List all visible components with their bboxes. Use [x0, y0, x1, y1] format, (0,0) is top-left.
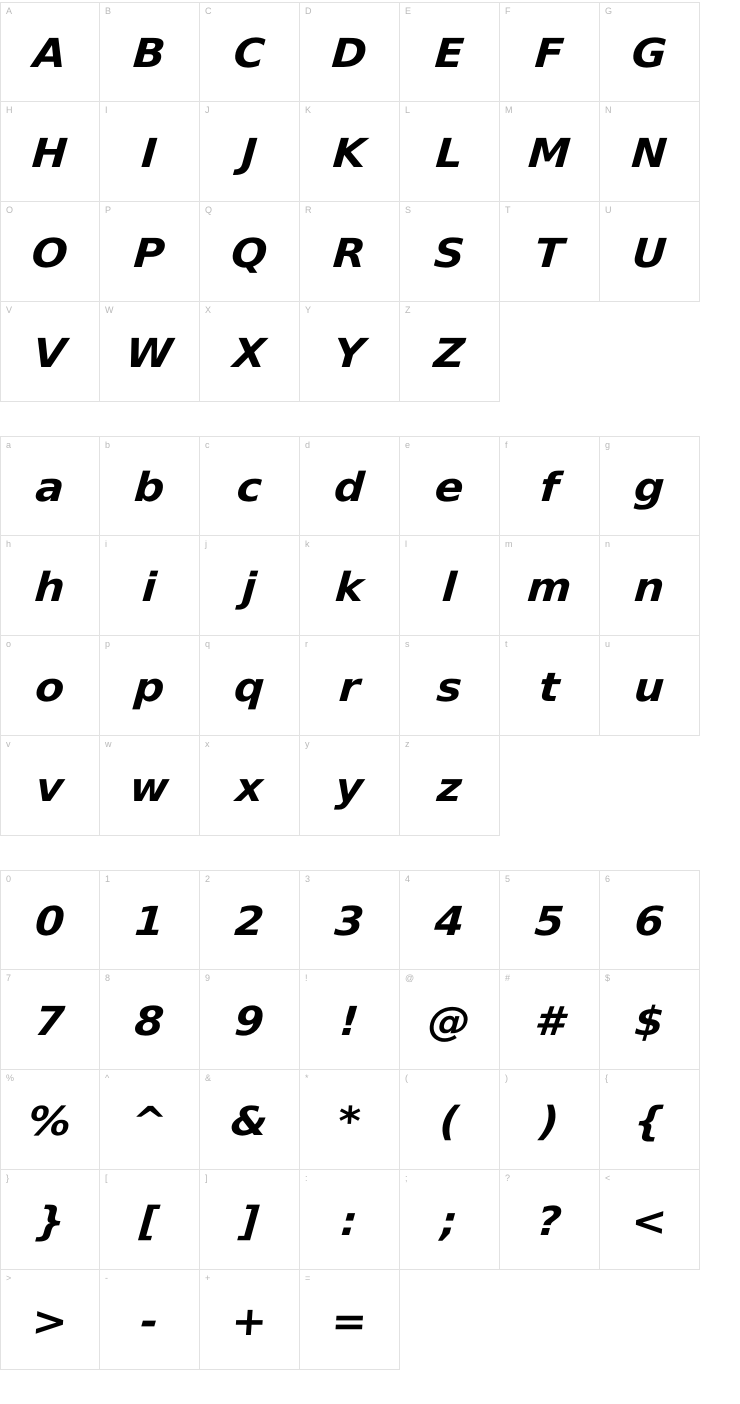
- glyph-cell[interactable]: [200, 436, 300, 536]
- glyph-code-label: d: [305, 440, 311, 450]
- glyph-cell[interactable]: [400, 636, 500, 736]
- glyph-sample: B: [131, 31, 168, 77]
- glyph-cell[interactable]: [0, 1170, 100, 1270]
- glyph-cell[interactable]: [100, 102, 200, 202]
- glyph-cell[interactable]: [400, 2, 500, 102]
- glyph-sample: !: [338, 998, 361, 1045]
- glyph-code-label: A: [6, 6, 13, 16]
- glyph-cell[interactable]: [300, 436, 400, 536]
- glyph-cell[interactable]: [200, 1070, 300, 1170]
- glyph-cell[interactable]: [400, 102, 500, 202]
- glyph-sample: &: [229, 1098, 270, 1145]
- glyph-code-label: j: [205, 539, 208, 549]
- glyph-sample: ?: [535, 1198, 564, 1245]
- glyph-code-label: L: [405, 105, 411, 115]
- glyph-sample: H: [30, 130, 70, 177]
- glyph-code-label: p: [105, 639, 111, 649]
- glyph-cell[interactable]: [0, 870, 100, 970]
- glyph-cell[interactable]: [500, 536, 600, 636]
- glyph-sample: x: [234, 764, 265, 811]
- glyph-sample: T: [533, 230, 566, 277]
- glyph-code-label: [: [105, 1173, 108, 1183]
- glyph-sample: q: [232, 664, 267, 711]
- glyph-sample: P: [132, 230, 167, 277]
- glyph-sample: +: [229, 1298, 269, 1345]
- glyph-cell[interactable]: [500, 970, 600, 1070]
- glyph-code-label: B: [105, 6, 112, 16]
- glyph-code-label: w: [105, 739, 112, 749]
- glyph-cell[interactable]: [600, 970, 700, 1070]
- glyph-code-label: g: [605, 440, 611, 450]
- glyph-cell[interactable]: [300, 970, 400, 1070]
- glyph-code-label: ^: [105, 1073, 110, 1083]
- glyph-code-label: Y: [305, 305, 312, 315]
- glyph-sample: k: [333, 564, 366, 611]
- glyph-cell[interactable]: [600, 202, 700, 302]
- glyph-cell[interactable]: [400, 736, 500, 836]
- glyph-cell[interactable]: [600, 1170, 700, 1270]
- glyph-cell[interactable]: [100, 1170, 200, 1270]
- glyph-sample: w: [128, 764, 171, 811]
- glyph-cell[interactable]: [600, 536, 700, 636]
- charmap-section-uppercase: [0, 2, 740, 402]
- charmap-row: [0, 436, 740, 536]
- glyph-cell[interactable]: [300, 2, 400, 102]
- glyph-sample: 0: [33, 899, 67, 945]
- glyph-sample: :: [339, 1198, 360, 1245]
- glyph-cell[interactable]: [400, 536, 500, 636]
- glyph-sample: ]: [238, 1198, 261, 1245]
- glyph-sample: e: [433, 465, 466, 511]
- glyph-cell[interactable]: [400, 202, 500, 302]
- glyph-sample: 8: [132, 998, 166, 1045]
- glyph-code-label: N: [605, 105, 612, 115]
- glyph-sample: h: [33, 564, 67, 611]
- glyph-sample: ): [538, 1098, 561, 1145]
- glyph-cell[interactable]: [500, 636, 600, 736]
- glyph-code-label: @: [405, 973, 415, 983]
- glyph-code-label: 6: [605, 874, 611, 884]
- glyph-code-label: y: [305, 739, 310, 749]
- glyph-sample: ;: [439, 1198, 460, 1245]
- glyph-cell[interactable]: [200, 1170, 300, 1270]
- charmap-row: [0, 536, 740, 636]
- glyph-code-label: S: [405, 205, 412, 215]
- glyph-sample: O: [30, 230, 70, 277]
- glyph-cell[interactable]: [300, 202, 400, 302]
- glyph-sample: c: [235, 465, 264, 511]
- glyph-sample: D: [330, 31, 369, 77]
- glyph-cell[interactable]: [200, 736, 300, 836]
- glyph-code-label: *: [305, 1073, 309, 1083]
- glyph-cell[interactable]: [0, 1270, 100, 1370]
- glyph-code-label: <: [605, 1173, 611, 1183]
- glyph-sample: *: [336, 1098, 363, 1145]
- glyph-code-label: 0: [6, 874, 12, 884]
- glyph-sample: l: [440, 564, 459, 611]
- glyph-sample: m: [525, 564, 574, 611]
- charmap-section-digits-and-symbols: [0, 870, 740, 1370]
- glyph-code-label: R: [305, 205, 312, 215]
- glyph-sample: X: [231, 330, 268, 377]
- glyph-code-label: &: [205, 1073, 212, 1083]
- glyph-code-label: T: [505, 205, 511, 215]
- glyph-code-label: r: [305, 639, 309, 649]
- glyph-sample: E: [433, 31, 466, 77]
- glyph-sample: 5: [532, 899, 566, 945]
- glyph-code-label: t: [505, 639, 508, 649]
- glyph-cell[interactable]: [400, 436, 500, 536]
- glyph-code-label: W: [105, 305, 114, 315]
- glyph-sample: Y: [332, 330, 367, 377]
- glyph-code-label: ;: [405, 1173, 408, 1183]
- glyph-cell[interactable]: [0, 970, 100, 1070]
- charmap-row: [0, 202, 740, 302]
- glyph-sample: {: [632, 1098, 667, 1145]
- glyph-sample: a: [33, 465, 66, 511]
- glyph-sample: s: [435, 664, 464, 711]
- glyph-code-label: u: [605, 639, 611, 649]
- glyph-sample: r: [337, 664, 362, 711]
- glyph-cell[interactable]: [200, 870, 300, 970]
- glyph-sample: N: [629, 130, 669, 177]
- glyph-sample: 9: [232, 998, 266, 1045]
- glyph-cell[interactable]: [100, 870, 200, 970]
- glyph-cell[interactable]: [300, 536, 400, 636]
- glyph-cell[interactable]: [0, 2, 100, 102]
- glyph-sample: U: [630, 230, 669, 277]
- glyph-sample: C: [232, 31, 267, 77]
- glyph-code-label: i: [105, 539, 108, 549]
- glyph-sample: i: [140, 564, 159, 611]
- charmap-row: [0, 1070, 740, 1170]
- glyph-code-label: J: [205, 105, 210, 115]
- character-map-sheet: [0, 2, 740, 1370]
- glyph-sample: A: [31, 31, 68, 77]
- glyph-code-label: -: [105, 1273, 109, 1283]
- glyph-sample: ^: [129, 1098, 169, 1145]
- glyph-code-label: a: [6, 440, 12, 450]
- glyph-cell[interactable]: [0, 102, 100, 202]
- glyph-sample: y: [333, 764, 365, 811]
- glyph-cell[interactable]: [300, 302, 400, 402]
- glyph-code-label: $: [605, 973, 611, 983]
- glyph-code-label: v: [6, 739, 11, 749]
- glyph-cell[interactable]: [200, 970, 300, 1070]
- glyph-cell[interactable]: [200, 636, 300, 736]
- glyph-sample: n: [632, 564, 667, 611]
- glyph-cell[interactable]: [300, 1170, 400, 1270]
- glyph-sample: v: [34, 764, 66, 811]
- glyph-sample: 6: [632, 899, 666, 945]
- glyph-sample: p: [132, 664, 167, 711]
- glyph-sample: %: [27, 1098, 73, 1145]
- glyph-code-label: #: [505, 973, 511, 983]
- glyph-cell[interactable]: [500, 202, 600, 302]
- charmap-row: [0, 870, 740, 970]
- glyph-code-label: D: [305, 6, 312, 16]
- glyph-code-label: l: [405, 539, 408, 549]
- glyph-sample: Z: [432, 330, 467, 377]
- glyph-cell[interactable]: [0, 1070, 100, 1170]
- glyph-sample: j: [240, 564, 259, 611]
- charmap-row: [0, 102, 740, 202]
- charmap-section-lowercase: [0, 436, 740, 836]
- glyph-code-label: %: [6, 1073, 15, 1083]
- glyph-code-label: ): [505, 1073, 509, 1083]
- glyph-code-label: }: [6, 1173, 10, 1183]
- glyph-code-label: 1: [105, 874, 111, 884]
- glyph-code-label: h: [6, 539, 12, 549]
- glyph-code-label: q: [205, 639, 211, 649]
- glyph-code-label: f: [505, 440, 508, 450]
- glyph-code-label: H: [6, 105, 13, 115]
- glyph-cell[interactable]: [300, 870, 400, 970]
- glyph-cell[interactable]: [500, 1070, 600, 1170]
- glyph-cell[interactable]: [100, 736, 200, 836]
- glyph-cell[interactable]: [200, 536, 300, 636]
- charmap-row: [0, 970, 740, 1070]
- glyph-sample: }: [33, 1198, 67, 1245]
- glyph-cell[interactable]: [500, 436, 600, 536]
- glyph-code-label: !: [305, 973, 308, 983]
- glyph-code-label: 2: [205, 874, 211, 884]
- glyph-code-label: ]: [205, 1173, 208, 1183]
- glyph-cell[interactable]: [500, 1170, 600, 1270]
- glyph-cell[interactable]: [300, 1070, 400, 1170]
- glyph-sample: W: [124, 330, 175, 377]
- glyph-cell[interactable]: [400, 870, 500, 970]
- glyph-cell[interactable]: [0, 636, 100, 736]
- glyph-cell[interactable]: [400, 302, 500, 402]
- glyph-cell[interactable]: [500, 102, 600, 202]
- glyph-code-label: k: [305, 539, 310, 549]
- glyph-code-label: e: [405, 440, 411, 450]
- glyph-cell[interactable]: [100, 302, 200, 402]
- glyph-code-label: 5: [505, 874, 511, 884]
- glyph-sample: L: [434, 130, 465, 177]
- glyph-code-label: X: [205, 305, 212, 315]
- charmap-row: [0, 1270, 740, 1370]
- glyph-code-label: s: [405, 639, 410, 649]
- glyph-sample: (: [438, 1098, 461, 1145]
- glyph-sample: -: [138, 1298, 160, 1345]
- glyph-code-label: V: [6, 305, 13, 315]
- glyph-cell[interactable]: [300, 736, 400, 836]
- glyph-code-label: G: [605, 6, 613, 16]
- glyph-code-label: O: [6, 205, 14, 215]
- glyph-sample: S: [432, 230, 467, 277]
- glyph-code-label: b: [105, 440, 111, 450]
- glyph-cell[interactable]: [0, 436, 100, 536]
- glyph-cell[interactable]: [100, 636, 200, 736]
- glyph-sample: F: [533, 31, 566, 77]
- glyph-cell[interactable]: [0, 536, 100, 636]
- glyph-cell[interactable]: [0, 202, 100, 302]
- glyph-cell[interactable]: [300, 1270, 400, 1370]
- charmap-row: [0, 302, 740, 402]
- glyph-sample: u: [632, 664, 667, 711]
- glyph-cell[interactable]: [600, 870, 700, 970]
- charmap-row: [0, 2, 740, 102]
- glyph-code-label: 8: [105, 973, 111, 983]
- glyph-code-label: C: [205, 6, 212, 16]
- glyph-cell[interactable]: [600, 1070, 700, 1170]
- glyph-cell[interactable]: [500, 2, 600, 102]
- glyph-cell[interactable]: [300, 636, 400, 736]
- glyph-sample: t: [537, 664, 562, 711]
- glyph-sample: G: [630, 31, 669, 77]
- glyph-code-label: m: [505, 539, 513, 549]
- glyph-cell[interactable]: [200, 1270, 300, 1370]
- glyph-cell[interactable]: [0, 736, 100, 836]
- glyph-cell[interactable]: [200, 2, 300, 102]
- glyph-cell[interactable]: [600, 102, 700, 202]
- glyph-code-label: I: [105, 105, 108, 115]
- glyph-sample: #: [532, 998, 566, 1045]
- glyph-code-label: =: [305, 1273, 311, 1283]
- glyph-code-label: 9: [205, 973, 211, 983]
- glyph-code-label: 4: [405, 874, 411, 884]
- character-map-sections: [0, 2, 740, 1370]
- glyph-cell[interactable]: [500, 870, 600, 970]
- glyph-sample: J: [239, 130, 259, 177]
- glyph-cell[interactable]: [600, 436, 700, 536]
- glyph-code-label: K: [305, 105, 312, 115]
- glyph-code-label: (: [405, 1073, 409, 1083]
- glyph-code-label: Q: [205, 205, 213, 215]
- glyph-code-label: n: [605, 539, 611, 549]
- glyph-cell[interactable]: [400, 1070, 500, 1170]
- glyph-code-label: 7: [6, 973, 12, 983]
- glyph-sample: 3: [332, 899, 366, 945]
- glyph-code-label: {: [605, 1073, 609, 1083]
- glyph-cell[interactable]: [200, 102, 300, 202]
- glyph-code-label: P: [105, 205, 112, 215]
- glyph-sample: 1: [132, 899, 166, 945]
- glyph-cell[interactable]: [0, 302, 100, 402]
- glyph-cell[interactable]: [100, 202, 200, 302]
- glyph-sample: z: [435, 764, 464, 811]
- glyph-sample: $: [632, 998, 666, 1045]
- glyph-code-label: M: [505, 105, 513, 115]
- glyph-sample: b: [132, 465, 167, 511]
- glyph-sample: =: [329, 1298, 369, 1345]
- glyph-cell[interactable]: [400, 970, 500, 1070]
- glyph-code-label: z: [405, 739, 410, 749]
- glyph-cell[interactable]: [600, 636, 700, 736]
- glyph-code-label: Z: [405, 305, 411, 315]
- glyph-cell[interactable]: [200, 302, 300, 402]
- glyph-sample: [: [138, 1198, 161, 1245]
- glyph-sample: Q: [229, 230, 269, 277]
- glyph-sample: M: [526, 130, 573, 177]
- glyph-code-label: x: [205, 739, 210, 749]
- glyph-code-label: E: [405, 6, 412, 16]
- glyph-sample: f: [538, 465, 561, 511]
- glyph-sample: g: [632, 465, 667, 511]
- glyph-cell[interactable]: [100, 1070, 200, 1170]
- glyph-code-label: 3: [305, 874, 311, 884]
- glyph-code-label: F: [505, 6, 511, 16]
- glyph-sample: 7: [33, 998, 67, 1045]
- glyph-code-label: c: [205, 440, 210, 450]
- glyph-code-label: ?: [505, 1173, 511, 1183]
- glyph-cell[interactable]: [100, 436, 200, 536]
- glyph-code-label: :: [305, 1173, 308, 1183]
- glyph-code-label: U: [605, 205, 612, 215]
- glyph-cell[interactable]: [600, 2, 700, 102]
- glyph-cell[interactable]: [200, 202, 300, 302]
- glyph-cell[interactable]: [300, 102, 400, 202]
- glyph-sample: I: [139, 130, 159, 177]
- glyph-sample: >: [30, 1298, 70, 1345]
- glyph-sample: @: [426, 998, 473, 1045]
- glyph-cell[interactable]: [100, 970, 200, 1070]
- glyph-sample: 2: [232, 899, 266, 945]
- glyph-code-label: >: [6, 1273, 12, 1283]
- glyph-sample: 4: [432, 899, 466, 945]
- charmap-row: [0, 1170, 740, 1270]
- glyph-sample: K: [331, 130, 368, 177]
- glyph-sample: o: [33, 664, 67, 711]
- glyph-cell[interactable]: [100, 1270, 200, 1370]
- glyph-code-label: o: [6, 639, 12, 649]
- glyph-sample: V: [31, 330, 68, 377]
- glyph-code-label: +: [205, 1273, 211, 1283]
- charmap-row: [0, 736, 740, 836]
- glyph-cell[interactable]: [400, 1170, 500, 1270]
- charmap-row: [0, 636, 740, 736]
- glyph-sample: <: [629, 1198, 669, 1245]
- glyph-sample: R: [331, 230, 368, 277]
- glyph-cell[interactable]: [100, 536, 200, 636]
- glyph-sample: d: [332, 465, 367, 511]
- glyph-cell[interactable]: [100, 2, 200, 102]
